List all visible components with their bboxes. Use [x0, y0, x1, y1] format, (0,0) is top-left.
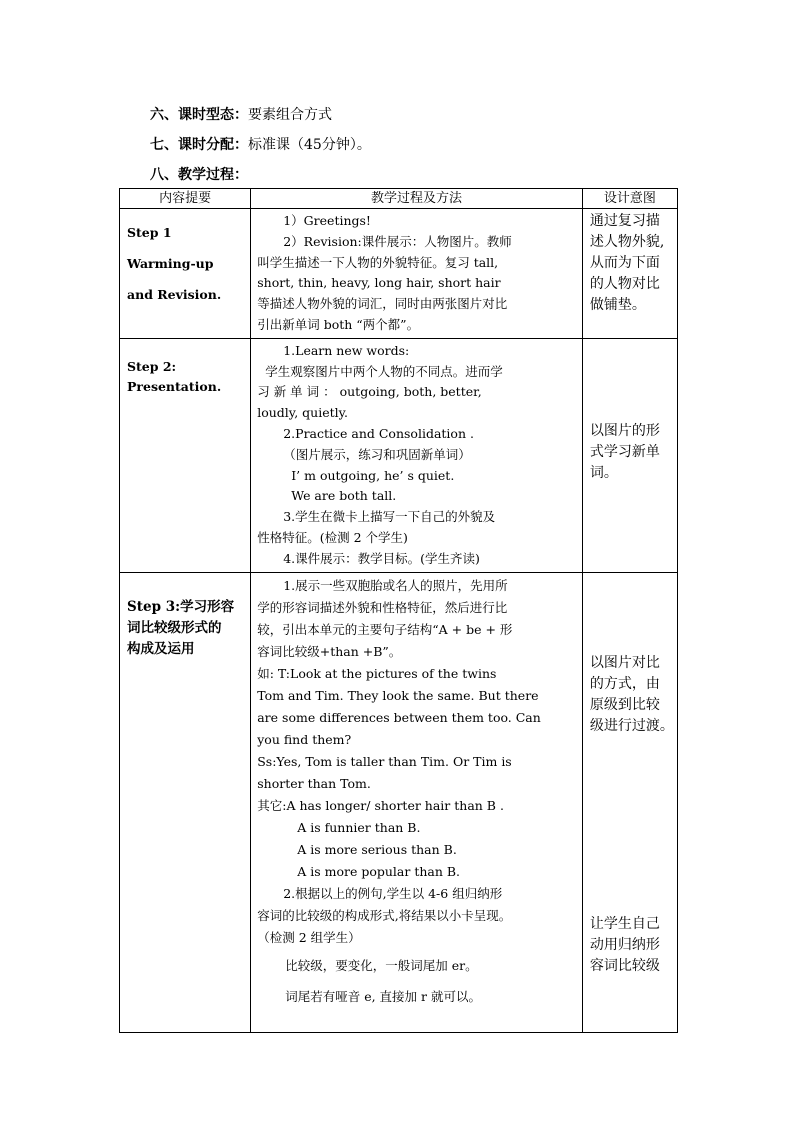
- table-row: [120, 572, 678, 1032]
- process-line: A is more popular than B.: [297, 863, 461, 879]
- table-row: [120, 209, 678, 339]
- process-line: 叫学生描述一下人物的外貌特征。复习 tall,: [257, 254, 499, 270]
- intent-line: 容词比较级: [589, 957, 660, 974]
- step-cell: [120, 338, 251, 572]
- intent-line: 的人物对比: [589, 276, 660, 292]
- process-line: 词尾若有哑音 e, 直接加 r 就可以。: [285, 988, 481, 1004]
- process-line: 3.学生在微卡上描写一下自己的外貌及: [283, 509, 496, 525]
- intent-line: 述人物外貌,: [589, 234, 665, 250]
- intent-line: 级进行过渡。: [589, 717, 674, 734]
- section-8-heading: 八、教学过程：: [150, 167, 248, 183]
- process-line: I’ m outgoing, he’ s quiet.: [291, 467, 455, 483]
- process-line: （检测 2 组学生）: [257, 929, 361, 945]
- process-line: 1.Learn new words:: [283, 342, 410, 358]
- intent-cell: [582, 572, 677, 1032]
- intent-line: 以图片的形: [589, 422, 660, 439]
- process-line: loudly, quietly.: [257, 405, 348, 421]
- process-line: 比较级，要变化，一般词尾加 er。: [285, 957, 478, 973]
- process-line: shorter than Tom.: [257, 775, 371, 791]
- intent-line: 式学习新单: [589, 443, 660, 460]
- intent-line: 做铺垫。: [589, 297, 646, 313]
- process-line: 引出新单词 both “两个都”。: [257, 316, 420, 332]
- step-subtitle: and Revision.: [127, 287, 222, 302]
- intent-line: 让学生自己: [589, 915, 660, 932]
- process-line: 学的形容词描述外貌和性格特征，然后进行比: [257, 599, 508, 615]
- intent-line: 的方式，由: [589, 675, 660, 692]
- table-row: [120, 338, 678, 572]
- intent-cell: [582, 338, 677, 572]
- step-title: Step 1: [127, 225, 172, 240]
- process-line: 其它:A has longer/ shorter hair than B .: [257, 797, 504, 813]
- intent-line: 原级到比较: [589, 696, 660, 713]
- header-design-intent: 设计意图: [582, 189, 677, 209]
- process-line: 容词比较级+than +B”。: [257, 643, 402, 659]
- process-line: short, thin, heavy, long hair, short hair: [257, 275, 501, 291]
- section-6-heading: 六、课时型态：要素组合方式: [150, 107, 332, 123]
- intent-line: 通过复习描: [589, 213, 660, 229]
- process-line: 如: T:Look at the pictures of the twins: [257, 665, 497, 681]
- intent-line: 以图片对比: [589, 654, 660, 671]
- process-line: 等描述人物外貌的词汇，同时由两张图片对比: [257, 296, 508, 312]
- process-line: Ss:Yes, Tom is taller than Tim. Or Tim is: [257, 753, 512, 769]
- process-line: 学生观察图片中两个人物的不同点。进而学: [265, 363, 503, 379]
- process-line: 较，引出本单元的主要句子结构“A + be + 形: [257, 621, 513, 637]
- intent-line: 从而为下面: [589, 255, 660, 271]
- step-title: Step 2:: [127, 358, 177, 374]
- header-content-summary: 内容提要: [120, 189, 251, 209]
- process-line: 2.Practice and Consolidation .: [283, 425, 474, 441]
- process-line: 容词的比较级的构成形式,将结果以小卡呈现。: [257, 907, 512, 923]
- header-process-methods: 教学过程及方法: [251, 189, 583, 209]
- intent-line: 词。: [589, 464, 618, 481]
- process-line: 1）Greetings!: [283, 213, 371, 228]
- process-line: you find them?: [257, 731, 352, 747]
- process-line: （图片展示，练习和巩固新单词）: [283, 446, 471, 462]
- intent-cell: [582, 209, 677, 339]
- step-title: Step 3:学习形容: [127, 598, 235, 615]
- process-cell: [251, 338, 583, 572]
- process-line: are some differences between them too. Can: [257, 709, 541, 725]
- step-subtitle: 构成及运用: [127, 640, 195, 657]
- process-cell: [251, 209, 583, 339]
- process-line: 习 新 单 词 ： outgoing, both, better,: [257, 384, 482, 400]
- process-line: 性格特征。(检测 2 个学生): [257, 529, 408, 545]
- section-7-heading: 七、课时分配：标准课（45分钟）。: [150, 137, 371, 153]
- process-line: 4.课件展示：教学目标。(学生齐读): [283, 550, 480, 566]
- step-subtitle: 词比较级形式的: [127, 619, 222, 636]
- intent-line: 动用归纳形: [589, 936, 660, 953]
- process-line: Tom and Tim. They look the same. But there: [257, 687, 539, 703]
- process-cell: [251, 572, 583, 1032]
- step-cell: [120, 209, 251, 339]
- teaching-process-table: [119, 188, 678, 1033]
- process-line: We are both tall.: [291, 488, 397, 504]
- step-subtitle: Warming-up: [127, 256, 214, 271]
- step-subtitle: Presentation.: [127, 378, 222, 394]
- process-line: 2.根据以上的例句,学生以 4-6 组归纳形: [283, 885, 503, 901]
- table-header-row: [120, 189, 678, 209]
- process-line: 2）Revision:课件展示：人物图片。教师: [283, 233, 512, 249]
- step-cell: [120, 572, 251, 1032]
- process-line: 1.展示一些双胞胎或名人的照片，先用所: [283, 577, 508, 593]
- process-line: A is more serious than B.: [297, 841, 457, 857]
- process-line: A is funnier than B.: [297, 819, 421, 835]
